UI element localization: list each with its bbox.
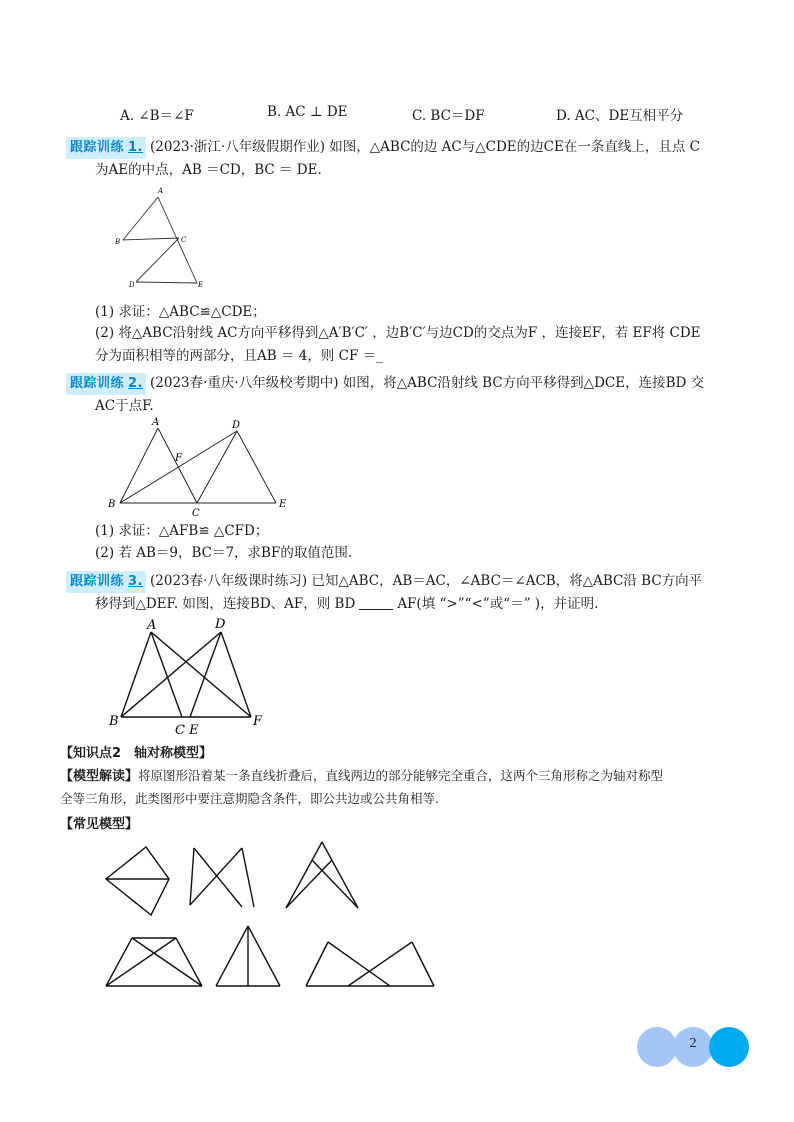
kp2-common-tag: 【常见模型】: [60, 817, 139, 832]
ex1-label-e: E: [198, 281, 204, 289]
ex2-badge: 跟踪训练 2.: [66, 373, 146, 395]
ex1-label-a: A: [158, 187, 164, 195]
ex1-label-b: B: [115, 238, 121, 246]
page-number: 2: [689, 1036, 697, 1051]
model-trapezoid: [100, 930, 206, 990]
ex3-label-d: D: [215, 617, 226, 632]
ex3-badge: 跟踪训练 3.: [66, 571, 146, 593]
choice-a: A. ∠B＝∠F: [120, 108, 194, 124]
ex1-line1: 跟踪训练 1. (2023·浙江·八年级假期作业) 如图，△ABC的边 AC与△CDE的边CE在一条直线上，且点 C: [66, 137, 700, 159]
ex1-q2b: 分为面积相等的两部分，且AB ＝ 4，则 CF ＝_: [95, 348, 383, 364]
choice-d: D. AC、DE互相平分: [556, 108, 684, 124]
ex1-badge: 跟踪训练 1.: [66, 137, 146, 159]
ex2-label-c: C: [192, 508, 200, 519]
page-dot-left: [637, 1027, 677, 1067]
kp2-heading: 【知识点2 轴对称模型】: [60, 746, 213, 761]
model-double-triangle: [182, 843, 262, 913]
ex1-figure: [112, 186, 232, 294]
ex3-figure: [105, 615, 275, 739]
ex2-label-f: F: [175, 453, 182, 464]
choice-row: [120, 104, 720, 124]
ex2-label-b: B: [108, 499, 116, 510]
kp2-interp-line2: 全等三角形，此类图形中要注意期隐含条件，即公共边或公共角相等.: [60, 791, 439, 806]
ex3-label-f: F: [253, 714, 263, 729]
ex2-label-d: D: [232, 420, 241, 431]
ex1-q1: (1) 求证：△ABC≌△CDE；: [95, 304, 266, 320]
ex3-line2: 移得到△DEF. 如图，连接BD、AF，则 BD AF(填 “>”“<”或“＝” )，并证明.: [95, 596, 599, 612]
ex1-label-d: D: [129, 281, 135, 289]
choice-c: C. BC＝DF: [412, 108, 485, 124]
ex1-line2: 为AE的中点，AB ＝CD，BC ＝ DE.: [95, 162, 322, 178]
ex3-label-b: B: [109, 714, 119, 729]
ex1-label-c: C: [181, 236, 187, 244]
model-isosceles-median: [212, 922, 284, 992]
ex2-q1: (1) 求证：△AFB≌ △CFD；: [95, 523, 269, 539]
ex2-label-a: A: [152, 417, 160, 428]
kp2-interp-line1: 【模型解读】将原图形沿着某一条直线折叠后，直线两边的部分能够完全重合，这两个三角形称之为轴对称型: [60, 768, 664, 784]
ex2-q2: (2) 若 AB＝9，BC＝7，求BF的取值范围.: [95, 545, 353, 561]
ex2-line2: AC于点F.: [95, 398, 154, 414]
kp2-interp-tag: 【模型解读】: [60, 769, 139, 784]
model-twin-triangles: [302, 930, 438, 990]
ex3-label-ce: C E: [175, 723, 199, 738]
ex3-label-a: A: [147, 618, 157, 633]
ex2-label-e: E: [279, 499, 287, 510]
ex3-answer-blank[interactable]: [359, 595, 393, 610]
choice-b: B. AC ⊥ DE: [267, 104, 348, 120]
ex3-line1: 跟踪训练 3. (2023春·八年级课时练习) 已知△ABC，AB＝AC，∠ABC＝∠ACB，将△ABC沿 BC方向平: [66, 571, 702, 593]
ex1-q2: (2) 将△ABC沿射线 AC方向平移得到△A′B′C′ ，边B′C′与边CD的交点为F ，连接EF，若 EF将 CDE: [95, 325, 701, 341]
ex2-line1: 跟踪训练 2. (2023春·重庆·八年级校考期中) 如图，将△ABC沿射线 BC方向平移得到△DCE，连接BD 交: [66, 373, 704, 395]
page-dot-right: [709, 1027, 749, 1067]
ex2-figure: [108, 414, 298, 520]
model-kite: [102, 843, 172, 917]
model-crossed-triangle: [282, 838, 362, 914]
